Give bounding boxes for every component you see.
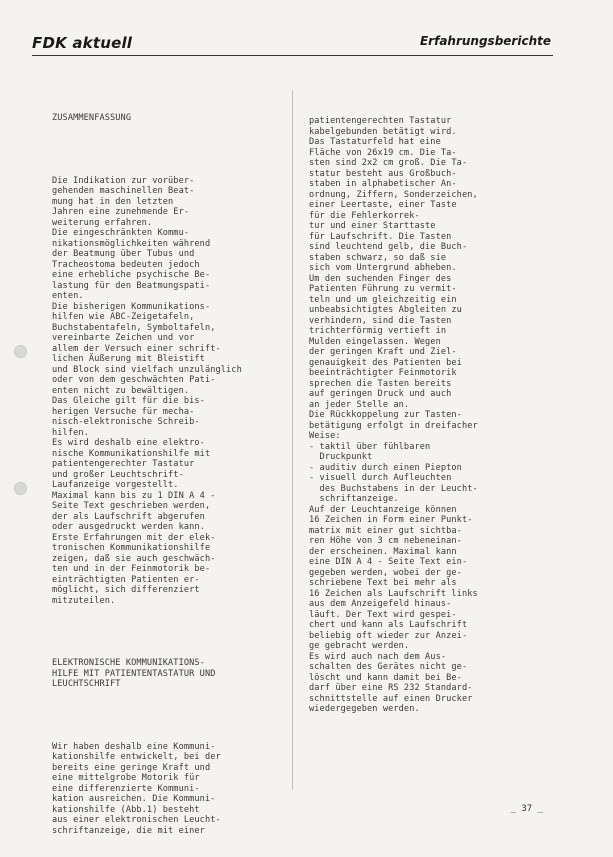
column-divider <box>292 90 293 790</box>
punch-hole <box>14 345 27 358</box>
section-heading: ELEKTRONISCHE KOMMUNIKATIONS- HILFE MIT PATIENTENTASTATUR UND LEUCHTSCHRIFT <box>52 658 216 689</box>
header-rule <box>32 55 553 56</box>
left-column <box>52 92 282 857</box>
section-title: Erfahrungsberichte <box>419 34 551 48</box>
right-column <box>309 95 549 736</box>
summary-text: Die Indikation zur vorüber- gehenden maschinellen Beat- mung hat in den letzten Jahren eine zunehmende Er- weiterung erfahren. Die eingeschränkten Kommu- nikationsmöglichkeiten während der Beatmung über Tubus und Tracheostoma bedeuten jedoch eine erhebliche psychische Be- lastung für den Beatmungspati- enten. Die bisherigen Kommunikations- hilfen wie ABC-Zeigetafeln, Buchstabentafeln, Symboltafeln, vereinbarte Zeichen und vor allem der Versuch einer schrift- lichen Äußerung mit Bleistift und Block sind vielfach unzulänglich oder von dem geschwächten Pati- enten nicht zu bewältigen. Das Gleiche gilt für die bis- herigen Versuche für mecha- nisch-elektronische Schreib- hilfen. Es wird deshalb eine elektro- nische Kommunikationshilfe mit patientengerechter Tastatur und großer Leuchtschrift- Laufanzeige vorgestellt. Maximal kann bis zu 1 DIN A 4 - Seite Text geschrieben werden, der als Laufschrift abgerufen oder ausgedruckt werden kann. Erste Erfahrungen mit der elek- tronischen Kommunikationshilfe zeigen, daß sie auch geschwäch- ten und in der Feinmotorik be- einträchtigten Patienten er- möglicht, sich differenziert mitzuteilen. <box>52 175 242 606</box>
page-number: _ 37 _ <box>510 804 543 814</box>
summary-heading: ZUSAMMENFASSUNG <box>52 113 132 123</box>
punch-hole <box>14 482 27 495</box>
body-text: Wir haben deshalb eine Kommuni- kationshilfe entwickelt, bei der bereits eine geringe Kraft und eine mittelgrobe Motorik für eine differenzierte Kommuni- kation ausreichen. Die Kommuni- kationshilfe (Abb.1) besteht aus einer elektronischen Leucht- schriftanzeige, die mit einer <box>52 741 221 836</box>
masthead-title: FDK aktuell <box>32 34 133 52</box>
body-text-continued: patientengerechten Tastatur kabelgebunden betätigt wird. Das Tastaturfeld hat eine Fläche von 26x19 cm. Die Ta- sten sind 2x2 cm groß. Die Ta- statur besteht aus Großbuch- staben in alphabetischer An- ordnung, Ziffern, Sonderzeichen, einer Leertaste, einer Taste für die Fehlerkorrek- tur und einer Starttaste für Laufschrift. Die Tasten sind leuchtend gelb, die Buch- staben schwarz, so daß sie sich vom Untergrund abheben. Um den suchenden Finger des Patienten Führung zu vermit- teln und um gleichzeitig ein unbeabsichtigtes Abgleiten zu verhindern, sind die Tasten trichterförmig vertieft in Mulden eingelassen. Wegen der geringen Kraft und Ziel- genauigkeit des Patienten bei beeinträchtigter Feinmotorik sprechen die Tasten bereits auf geringen Druck und auch an jeder Stelle an. Die Rückkoppelung zur Tasten- betätigung erfolgt in dreifacher Weise: - taktil über fühlbaren Druckpunkt - auditiv durch einen Piepton - visuell durch Aufleuchten des Buchstabens in der Leucht- schriftanzeige. Auf der Leuchtanzeige können 16 Zeichen in Form einer Punkt- matrix mit einer gut sichtba- ren Höhe von 3 cm nebeneinan- der erscheinen. Maximal kann eine DIN A 4 - Seite Text ein- gegeben werden, wobei der ge- schriebene Text bei mehr als 16 Zeichen als Laufschrift links aus dem Anzeigefeld hinaus- läuft. Der Text wird gespei- chert und kann als Laufschrift beliebig oft wieder zur Anzei- ge gebracht werden. Es wird auch nach dem Aus- schalten des Gerätes nicht ge- löscht und kann damit bei Be- darf über eine RS 232 Standard- schnittstelle auf einen Drucker wiedergegeben werden. <box>309 116 478 714</box>
